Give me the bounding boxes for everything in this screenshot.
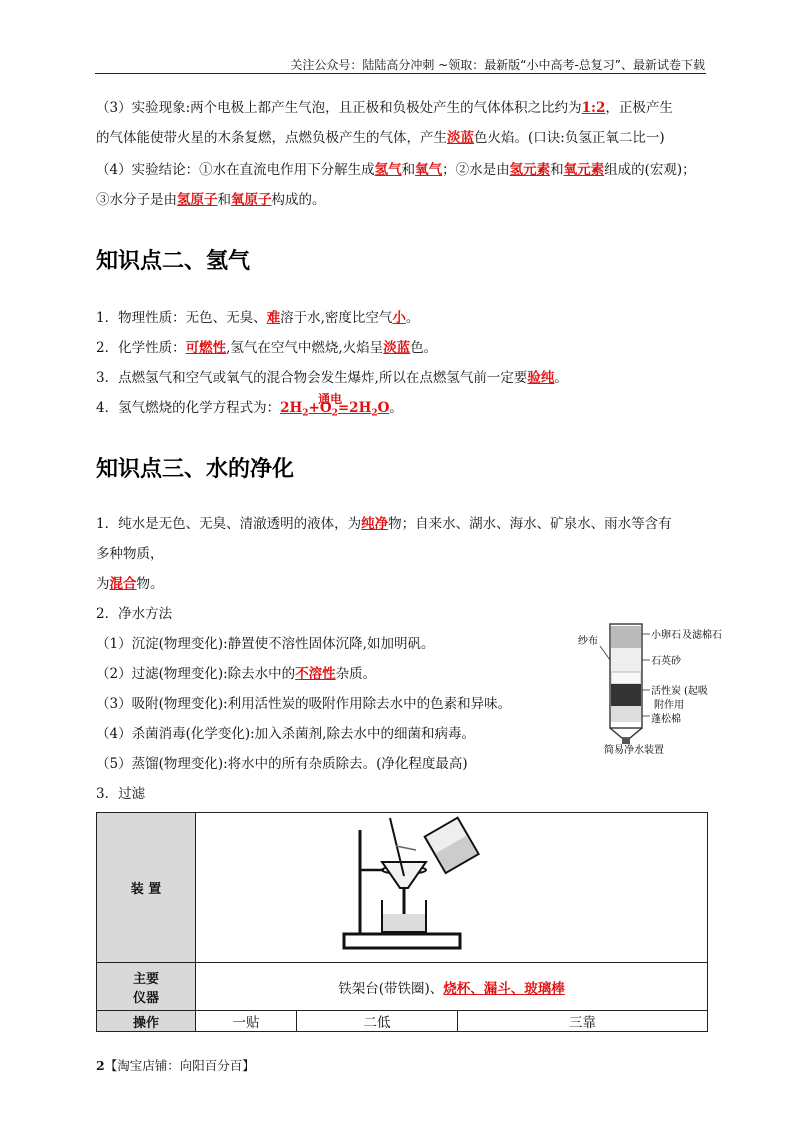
text: ；②水是由 (442, 162, 510, 178)
eq-part: =2H (337, 400, 372, 416)
answer: 可燃性 (185, 340, 227, 356)
chemical-equation (280, 392, 390, 424)
apparatus-figure-cell (196, 813, 708, 963)
filtration-apparatus-figure (332, 816, 572, 956)
instruments-label (97, 963, 196, 1011)
label-activated-carbon: 活性炭 (651, 686, 681, 697)
answer: 玻璃棒 (524, 980, 565, 997)
label-cotton: 蓬松棉 (651, 714, 681, 725)
text: 。 (554, 370, 568, 386)
operation-col-three: 三靠 (458, 1011, 708, 1032)
activated-carbon-layer (611, 684, 641, 706)
text: 和 (550, 162, 564, 178)
eq-part: O (377, 400, 390, 416)
text: 物；自来水、湖水、海水、矿泉水、雨水等含有 (388, 516, 672, 532)
apparatus-label: 装 置 (97, 813, 196, 963)
subscript: 2 (302, 408, 309, 419)
hydrogen-physical-properties (96, 308, 419, 328)
text: 2．化学性质： (96, 340, 186, 356)
answer: 不溶性 (295, 666, 336, 682)
label-carbon-note2: 附作用 (654, 700, 684, 711)
answer: 氢元素 (509, 162, 551, 178)
operation-label: 操作 (97, 1011, 196, 1032)
hydrogen-ignition-warning (96, 368, 568, 388)
answer: 氢原子 (177, 192, 218, 208)
answer: 氧元素 (563, 162, 605, 178)
label-filter-cotton: 及滤棉石 (682, 630, 722, 641)
text: 和 (217, 192, 231, 208)
operation-col-two: 二低 (297, 1011, 458, 1032)
method-adsorption: （3）吸附(物理变化):利用活性炭的吸附作用除去水中的色素和异味。 (96, 696, 512, 712)
subscript: 2 (331, 408, 338, 419)
text: 4．氢气燃烧的化学方程式为： (96, 400, 281, 416)
experiment-phenomenon-line1 (96, 98, 673, 118)
filtration-table (96, 812, 708, 1032)
text: 。 (405, 310, 420, 326)
method-filtration (96, 664, 376, 684)
text: （4）实验结论：①水在直流电作用下分解生成 (96, 162, 375, 178)
answer: 小 (392, 310, 406, 326)
table-row-operation (97, 1011, 708, 1032)
method-distillation: （5）蒸馏(物理变化):将水中的所有杂质除去。(净化程度最高) (96, 756, 468, 772)
text: 和 (401, 162, 416, 178)
figure-caption: 简易净水装置 (604, 745, 664, 755)
experiment-phenomenon-line2 (96, 128, 665, 148)
text: （2）过滤(物理变化):除去水中的 (96, 666, 296, 682)
text: 杂质。 (335, 666, 377, 682)
cotton-layer (611, 706, 641, 722)
header-rule (95, 73, 706, 74)
text: 的气体能使带火星的木条复燃，点燃负极产生的气体，产生 (96, 130, 447, 146)
answer: 难 (266, 310, 281, 326)
text: 物。 (136, 576, 164, 592)
hydrogen-chemical-properties (96, 338, 437, 358)
purifier-outlet (610, 728, 642, 738)
label-quartz-sand: 石英砂 (651, 656, 681, 667)
leader-line (600, 646, 610, 660)
text: 为 (96, 576, 110, 592)
filtrate (383, 914, 425, 931)
answer: 氢气 (374, 162, 402, 178)
answer: 纯净 (361, 516, 389, 532)
label-carbon-note1: (起吸 (684, 686, 708, 697)
section-heading-hydrogen: 知识点二、氢气 (96, 249, 251, 274)
label-pebbles: 小卵石 (651, 630, 681, 641)
text: 3．点燃氢气和空气或氧气的混合物会发生爆炸,所以在点燃氢气前一定要 (96, 370, 528, 386)
eq-part: 2H (280, 400, 303, 416)
text: ，正极产生 (605, 100, 673, 116)
method-disinfection: （4）杀菌消毒(化学变化):加入杀菌剂,除去水中的细菌和病毒。 (96, 726, 475, 742)
text: 色火焰。(口诀:负氢正氧二比一) (474, 130, 665, 146)
answer: 、 (510, 980, 525, 997)
text: ③水分子是由 (96, 192, 177, 208)
answer: 混合 (109, 576, 137, 592)
pouring-beaker (424, 817, 478, 872)
simple-water-purifier-figure (578, 620, 744, 755)
experiment-conclusion-line2 (96, 190, 326, 210)
answer: 氧原子 (231, 192, 272, 208)
text: 色。 (410, 340, 438, 356)
pure-water-line1 (96, 514, 672, 534)
text: 组成的(宏观)； (604, 162, 696, 178)
outlet-nozzle (622, 738, 630, 744)
answer: 淡蓝 (383, 340, 411, 356)
eq-part: +O (308, 400, 332, 416)
footer-text: 【淘宝店铺：向阳百分百】 (104, 1058, 255, 1073)
quartz-sand-layer (611, 648, 641, 672)
answer: 烧杯 (443, 980, 471, 997)
text: 1．纯水是无色、无臭、清澈透明的液体，为 (96, 516, 362, 532)
page-footer (96, 1056, 255, 1074)
gauze-layer (611, 672, 641, 684)
section-heading-water-purification: 知识点三、水的净化 (96, 457, 295, 482)
answer: 淡蓝 (447, 130, 474, 146)
subscript: 2 (371, 408, 378, 419)
answer: 、 (470, 980, 484, 997)
pour-stream (396, 846, 416, 850)
text: 构成的。 (271, 192, 326, 208)
experiment-conclusion-line1 (96, 160, 696, 180)
answer: 漏斗 (483, 980, 511, 997)
pure-water-line3 (96, 574, 164, 594)
page-header: 关注公众号：陆陆高分冲刺 ~领取：最新版“小中高考-总复习”、最新试卷下载 (290, 58, 705, 72)
answer: 氧气 (415, 162, 443, 178)
table-row-instruments (97, 963, 708, 1011)
label-gauze: 纱布 (578, 636, 598, 647)
text: 。 (389, 400, 403, 416)
page-number: 2 (96, 1058, 105, 1073)
text: ,氢气在空气中燃烧,火焰呈 (226, 340, 384, 356)
answer: 验纯 (527, 370, 555, 386)
text: 仪器 (132, 990, 159, 1006)
method-sedimentation: （1）沉淀(物理变化):静置使不溶性固体沉降,如加明矾。 (96, 636, 435, 652)
text: （3）实验现象:两个电极上都产生气泡，且正极和负极处产生的气体体积之比约为 (96, 100, 582, 116)
table-row-apparatus (97, 813, 708, 963)
pebble-layer (611, 626, 641, 648)
purification-methods-title: 2．净水方法 (96, 606, 173, 622)
filtration-title: 3．过滤 (96, 786, 146, 802)
text: 1．物理性质：无色、无臭、 (96, 310, 267, 326)
reaction-condition: 通电 (318, 392, 343, 406)
stand-base (344, 934, 460, 948)
instruments-content (196, 963, 708, 1011)
operation-col-one: 一贴 (196, 1011, 297, 1032)
answer: 1:2 (581, 100, 606, 116)
text: 溶于水,密度比空气 (280, 310, 393, 326)
pure-water-line2: 多种物质， (96, 546, 164, 562)
text: 铁架台(带铁圈)、 (338, 980, 444, 997)
text: 主要 (132, 971, 159, 987)
hydrogen-combustion-equation (96, 392, 403, 424)
